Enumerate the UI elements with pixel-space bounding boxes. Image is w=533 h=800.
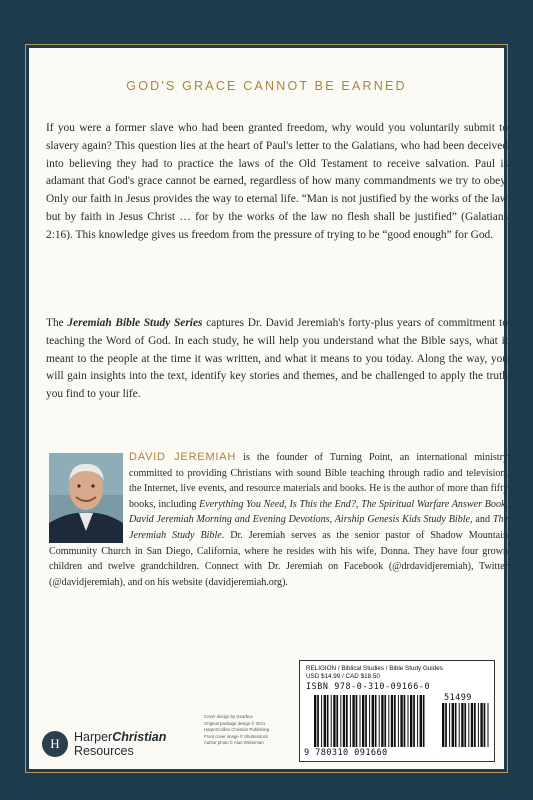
author-name: DAVID JEREMIAH [129,451,237,463]
price-label: USD $14.99 / CAD $18.50 [306,673,380,680]
credit-line: Cover design by Gearbox [204,714,253,719]
credit-line: Author photo © Alan Weissman [204,740,264,746]
publisher-mark-icon: H [42,731,68,757]
bio-book-last: The Jeremiah Study Bible [129,514,508,541]
publisher-word-christian: Christian [112,730,167,744]
series-title: Jeremiah Bible Study Series [67,317,203,329]
p2-rest: captures Dr. David Jeremiah's forty-plus years of commitment to teaching the Word of God. In each study, he will help you understand what the Bible says, what it meant to the people at the time it was written, and what it means to you today. Along the way, you will gain insights into the text, identify key stories and themes, and be challenged to apply the truth you find to your life. [46,317,509,401]
isbn-label: ISBN 978-0-310-09166-0 [306,681,431,691]
ean-digits: 9 780310 091660 [304,748,388,758]
publisher-name [74,730,166,758]
author-bio [49,450,508,590]
description-paragraph-1: If you were a former slave who had been granted freedom, why would you voluntarily submit to slavery again? This question lies at the heart of Paul's letter to the Galatians, who had been deceived into believing they had to practice the laws of the Old Testament to receive salvation. Paul is adamant that God's grace cannot be earned, regardless of how many commandments we try to obey. Only our faith in Jesus provides the way to eternal life. “Man is not justified by the works of the law but by faith in Jesus Christ … for by the works of the law no flesh shall be justified” (Galatians 2:16). This knowledge gives us freedom from the pressure of trying to be “good enough” for God. [46,122,508,241]
bio-text-2: . Dr. Jeremiah serves as the senior pastor of Shadow Mountain Community Church in San Diego, California, where he resides with his wife, Donna. They have four grown children and twelve grandchildren. Connect with Dr. Jeremiah on Facebook (@drdavidjeremiah), Twitter (@davidjeremiah), and on his website (davidjeremiah.org). [49,529,508,588]
publisher-word-resources: Resources [74,744,134,758]
bio-books: Everything You Need, Is This the End?, The Spiritual Warfare Answer Book, David Jeremiah Morning and Evening Devotions, Airship Genesis Kids Study Bible, [129,498,508,526]
description-paragraph-2 [46,315,508,404]
credit-line: Original package design © 2021 [204,720,266,726]
addon-number: 51499 [444,693,472,703]
barcode-box [299,660,495,762]
bio-text-1: is the founder of Turning Point, an international ministry committed to providing Christians with sound Bible teaching through radio and television, the Internet, live events, and resource materials and books. He is the author of more than fifty books, including [129,452,508,510]
bio-and: and [472,514,493,526]
publisher-logo [42,727,166,761]
p2-lead: The [46,317,68,329]
publisher-word-harper: Harper [74,730,113,744]
headline: GOD'S GRACE CANNOT BE EARNED [126,79,407,93]
category-label: RELIGION / Biblical Studies / Bible Study Guides [306,665,443,672]
credit-line: HarperCollins Christian Publishing [204,727,270,733]
credit-line: Front cover image © Shutterstock [204,733,269,739]
credits [204,714,294,747]
